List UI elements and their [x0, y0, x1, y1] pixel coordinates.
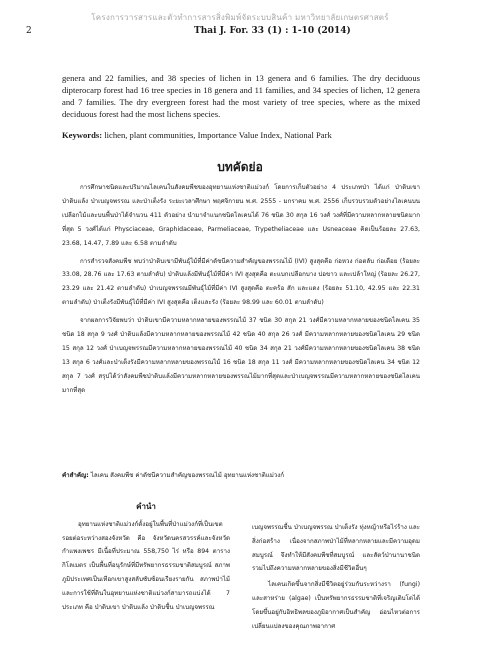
thai-abstract-title: บทคัดย่อ: [217, 160, 263, 174]
journal-citation: Thai J. For. 33 (1) : 1-10 (2014): [194, 26, 351, 36]
thai-abstract-paragraph: จากผลการวิจัยพบว่า ป่าดิบเขามีความหลากหลายของพรรณไม้ 37 ชนิด 30 สกุล 21 วงศ์มีความหลากหลายของชนิดไลเคน 35 ชนิด 18 สกุล 9 วงศ์ ป่าดิบแล้งมีความหลากหลายของพรรณไม้ 42 ชนิด 40 สกุล 26 วงศ์ มีความหลากหลายของชนิดไลเคน 29 ชนิด 15 สกุล 12 วงศ์ ป่าเบญจพรรณมีความหลากหลายของพรรณไม้ 40 ชนิด 34 สกุล 21 วงศ์มีความหลากหลายของชนิดไลเคน 38 ชนิด 13 สกุล 6 วงศ์และป่าเต็งรังมีความหลากหลายของพรรณไม้ 16 ชนิด 18 สกุล 11 วงศ์ มีความหลากหลายของชนิดไลเคน 34 ชนิด 12 สกุล 7 วงศ์ สรุปได้ว่าสังคมพืชป่าดิบแล้งมีความหลากหลายของพรรณไม้มากที่สุดและป่าเบญจพรรณมีความหลากหลายของชนิดไลเคนมากที่สุด: [62, 317, 420, 394]
thai-keywords-text: ไลเคน สังคมพืช ค่าดัชนีความสำคัญของพรรณไม้ อุทยานแห่งชาติแม่วงก์: [90, 472, 285, 479]
page-number: 2: [26, 26, 32, 36]
thai-abstract-paragraph: การศึกษาชนิดและปริมาณไลเคนในสังคมพืชของอุทยานแห่งชาติแม่วงก์ โดยการเก็บตัวอย่าง 4 ประเภทป่า ได้แก่ ป่าดิบเขา ป่าดิบแล้ง ป่าเบญจพรรณ และป่าเต็งรัง ระยะเวลาศึกษา พฤศจิกายน พ.ศ. 2555 - มกราคม พ.ศ. 2556 เก็บรวบรวมตัวอย่างไลเคนบนเปลือกไม้และบนพื้นป่าได้จำนวน 411 ตัวอย่าง นำมาจำแนกชนิดไลเคนได้ 76 ชนิด 30 สกุล 16 วงศ์ วงศ์ที่มีความหลากหลายชนิดมากที่สุด 5 วงศ์ได้แก่ Physciaceae, Graphidaceae, Parmeliaceae, Trypetheliaceae และ Usneaceae คิดเป็นร้อยละ 27.63, 23.68, 14.47, 7.89 และ 6.58 ตามลำดับ: [62, 184, 420, 247]
thai-abstract-body: [62, 181, 420, 402]
page-watermark: โครงการวารสารและตัวทำการสารสิ่งพิมพ์จัดระบบสินค้า มหาวิทยาลัยเกษตรศาสตร์: [91, 13, 389, 22]
keywords-label: Keywords:: [62, 130, 103, 140]
thai-keywords: [62, 470, 420, 480]
english-keywords: [62, 130, 420, 140]
english-abstract-text: genera and 22 families, and 38 species of lichen in 13 genera and 6 families. The dry deciduous dipterocarp forest had 16 tree species in 18 genera and 11 families, and 34 species of lichen, 12 genera and 7 families. The dry evergreen forest had the most variety of tree species, where as the mixed deciduous forest had the most lichens species.: [62, 73, 420, 119]
introduction-left-column: [62, 500, 230, 614]
introduction-paragraph: เบญจพรรณชื้น ป่าเบญจพรรณ ป่าเต็งรัง ทุ่งหญ้าหรือไร่ร้าง และสิ่งก่อสร้าง เนื่องจากสภาพป่าไม้ที่หลากหลายและมีความอุดมสมบูรณ์ จึงทำให้มีสังคมพืชที่สมบูรณ์ และสัตว์ป่านานาชนิด รวมไปถึงความหลากหลายของสิ่งมีชีวิตอื่นๆ: [252, 524, 420, 573]
thai-keywords-label: คำสำคัญ:: [62, 472, 89, 479]
thai-abstract-paragraph: การสำรวจสังคมพืช พบว่าป่าดิบเขามีพันธุ์ไม้ที่มีค่าดัชนีความสำคัญของพรรณไม้ (IVI) สูงสุดคือ ก่อหวง ก่อตลับ ก่อเดือย (ร้อยละ 33.08, 28.76 และ 17.63 ตามลำดับ) ป่าดิบแล้งมีพันธุ์ไม้ที่มีค่า IVI สูงสุดคือ ตะแบกเปลือกบาง ปอขาว และเปล้าใหญ่ (ร้อยละ 26.27, 23.29 และ 21.42 ตามลำดับ) ป่าเบญจพรรณมีพันธุ์ไม้ที่มีค่า IVI สูงสุดคือ ตะคร้อ สัก และแดง (ร้อยละ 51.10, 42.95 และ 22.31 ตามลำดับ) ป่าเต็งรังมีพันธุ์ไม้ที่มีค่า IVI สูงสุดคือ เต็งและรัง (ร้อยละ 98.99 และ 60.01 ตามลำดับ): [62, 257, 420, 307]
keywords-text: lichen, plant communities, Importance Value Index, National Park: [104, 130, 332, 140]
introduction-right-column: [252, 521, 420, 635]
introduction-title: คำนำ: [136, 502, 156, 511]
introduction-paragraph: ไลเคนเกิดขึ้นจากสิ่งมีชีวิตอยู่ร่วมกันระหว่างรา (fungi) และสาหร่าย (algae) เป็นทรัพยากรธรรมชาติที่เจริญเติบโตได้โดยขึ้นอยู่กับอิทธิพลของภูมิอากาศเป็นสำคัญ อ่อนไหวต่อการเปลี่ยนแปลงของคุณภาพอากาศ: [252, 581, 420, 630]
introduction-paragraph: อุทยานแห่งชาติแม่วงก์ตั้งอยู่ในพื้นที่ป่าแม่วงก์ที่เป็นเขตรอยต่อระหว่างสองจังหวัด คือ จังหวัดนครสวรรค์และจังหวัดกำแพงเพชร มีเนื้อที่ประมาณ 558,750 ไร่ หรือ 894 ตารางกิโลเมตร เป็นพื้นที่อนุรักษ์ที่มีทรัพยากรธรรมชาติสมบูรณ์ สภาพภูมิประเทศเป็นเทือกเขาสูงสลับซับซ้อนเรียงรายกัน สภาพป่าไม้และการใช้ที่ดินในอุทยานแห่งชาติแม่วงก์สามารถแบ่งได้ 7 ประเภท คือ ป่าดิบเขา ป่าดิบแล้ง ป่าดิบชื้น ป่าเบญจพรรณ: [62, 520, 230, 611]
